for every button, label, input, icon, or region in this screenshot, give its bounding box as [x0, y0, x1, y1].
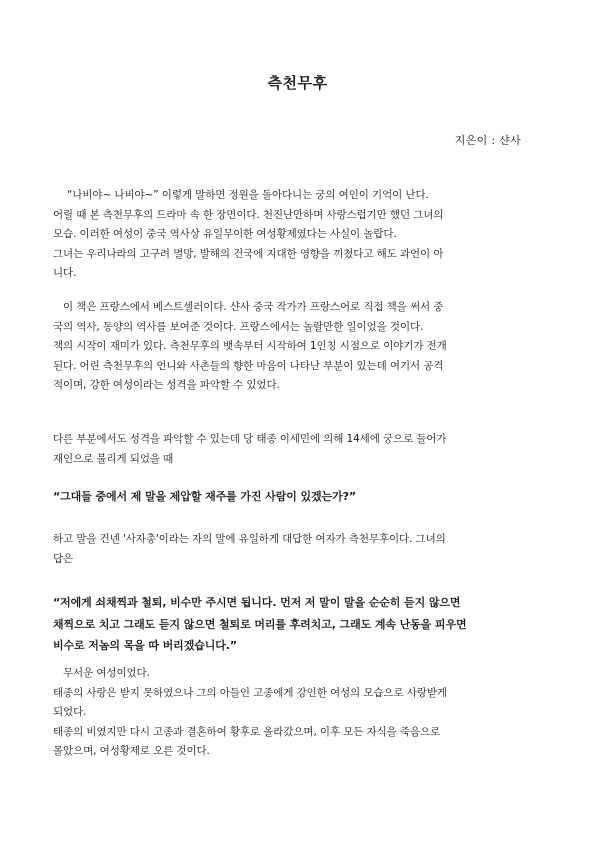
author-line: 지은이 : 샨사 — [454, 134, 521, 147]
text-line: 어릴 때 본 측천무후의 드라마 속 한 장면이다. 천진난만하며 사랑스럽기만 했던 그녀의 — [53, 208, 444, 221]
quote-1 — [53, 487, 543, 507]
text-line: 책의 시작이 재미가 있다. 측천무후의 뱃속부터 시작하여 1인칭 시점으로 이야기가 전개 — [53, 340, 447, 352]
text-line: 태종의 사랑은 받지 못하였으나 그의 아들인 고종에게 강인한 여성의 모습으로 사랑받게 — [53, 686, 447, 699]
text-line: 재인으로 불리게 되었을 때 — [53, 452, 174, 465]
quote-line: 채찍으로 치고 그래도 듣지 않으면 철퇴로 머리를 후려치고, 그래도 계속 난동을 피우면 — [53, 617, 467, 631]
text-line: 그녀는 우리나라의 고구려 멸망, 발해의 건국에 지대한 영향을 끼쳤다고 해도 과언이 아 — [53, 247, 444, 260]
text-line: 태종의 비였지만 다시 고종과 결혼하여 황후로 올라갔으며, 이후 모든 자식을 죽음으로 — [53, 725, 441, 738]
text-line: 되었다. — [53, 706, 87, 718]
text-line: 다른 부분에서도 성격을 파악할 수 있는데 당 태종 이세민에 의해 14세에 궁으로 들어가 — [53, 433, 447, 445]
paragraph-1 — [53, 186, 543, 284]
text-line: 하고 말을 건넨 '사자총'이라는 자의 말에 유일하게 대답한 여자가 측천무후이다. 그녀의 — [53, 533, 446, 545]
paragraph-4 — [53, 530, 543, 569]
text-line: 이 책은 프랑스에서 베스트셀러이다. 샨사 중국 작가가 프랑스어로 직접 책을 써서 중 — [63, 301, 444, 313]
text-line: “나비야~ 나비야~” 이렇게 말하면 정원을 돌아다니는 궁의 여인이 기억이 난다. — [67, 189, 429, 201]
text-line: 국의 역사, 동양의 역사를 보여준 것이다. 프랑스에서는 놀랄만한 일이었을 것이다. — [53, 320, 424, 333]
document-title: 측천무후 — [267, 74, 328, 92]
text-line: 적이며, 강한 여성이라는 성격을 파악할 수 있었다. — [53, 379, 280, 391]
text-line: 모습. 이러한 여성이 중국 역사상 유일무이한 여성황제였다는 사실이 놀랍다. — [53, 228, 397, 240]
paragraph-3 — [53, 430, 543, 469]
text-line: 몰았으며, 여성황제로 오른 것이다. — [53, 745, 210, 757]
quote-line: “저에게 쇠채찍과 철퇴, 비수만 주시면 됩니다. 먼저 저 말이 말을 순순히 듣지 않으면 — [53, 596, 461, 609]
paragraph-2 — [53, 298, 543, 396]
text-line: 무서운 여성이었다. — [63, 667, 150, 679]
text-line: 니다. — [53, 267, 77, 279]
paragraph-5 — [53, 664, 543, 762]
text-line: 답은 — [53, 552, 74, 565]
quote-line: “그대들 중에서 제 말을 제압할 재주를 가진 사람이 있겠는가?” — [53, 490, 356, 503]
text-line: 된다. 어린 측천무후의 언니와 사촌들의 향한 마음이 나타난 부분이 있는데 여기서 공격 — [53, 359, 444, 372]
quote-2 — [53, 592, 543, 657]
quote-line: 비수로 저놈의 목을 따 버리겠습니다.” — [53, 639, 238, 652]
